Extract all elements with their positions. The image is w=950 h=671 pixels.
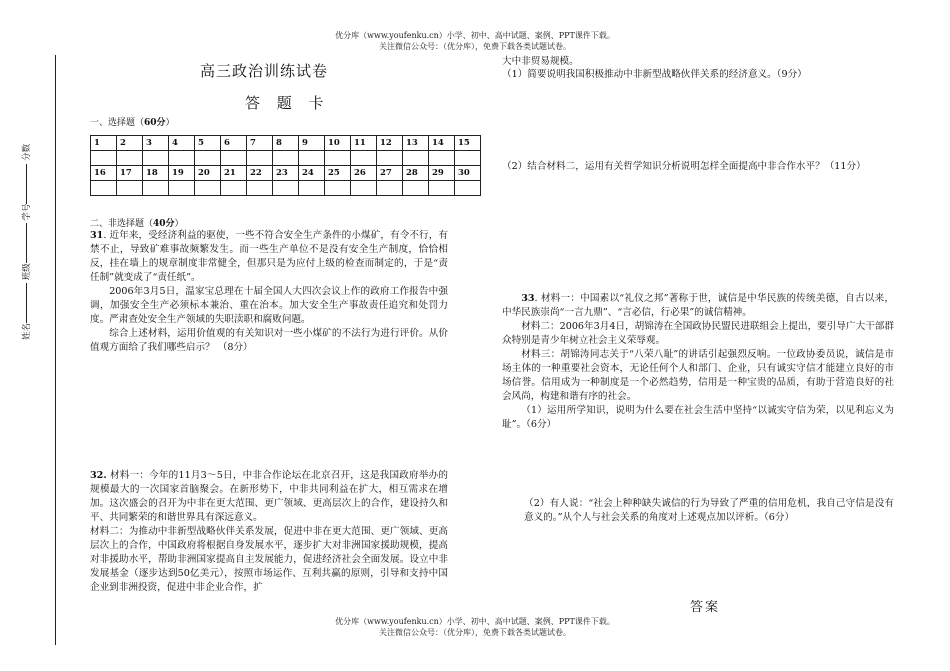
answer-cell[interactable] [117,151,143,166]
question-number-cell: 18 [143,166,169,181]
q32-number: 32. [90,470,107,481]
answer-cell[interactable] [455,151,481,166]
answer-cell[interactable] [455,181,481,196]
question-number-cell: 11 [351,136,377,151]
watermark-line2: 关注微信公众号：（优分库），免费下载各类试题试卷。 [379,42,571,51]
watermark-footer-line1: 优分库（www.youfenku.cn）小学、初中、高中试题、案例、PPT课件下载。 [335,617,615,626]
q31-para1: . 近年来，受经济利益的驱使，一些不符合安全生产条件的小煤矿，有令不行，有禁不止，导致矿难事故频繁发生。而一些生产单位不是没有安全生产制度，恰恰相反，挂在墙上的规章制度非常健全，但那只是为应付上级的检查而制定的，于是“责任制”就变成了“责任纸”。 [90,230,448,283]
answer-cell[interactable] [377,181,403,196]
question-number-cell: 7 [247,136,273,151]
answer-cell[interactable] [221,151,247,166]
q31-para2: 2006年3月5日，温家宝总理在十届全国人大四次会议上作的政府工作报告中强调，加强安全生产必须标本兼治、重在治本。加大安全生产事故责任追究和处罚力度。严肃查处安全生产领域的失职渎职和腐败问题。 [90,286,448,325]
answer-cell[interactable] [273,151,299,166]
q32-continued: 大中非贸易规模。 [502,56,579,67]
answer-cell[interactable] [247,181,273,196]
side-score-label: 分数 [22,143,32,161]
question-number-cell: 6 [221,136,247,151]
question-number-cell: 2 [117,136,143,151]
question-number-cell: 25 [325,166,351,181]
question-number-cell: 12 [377,136,403,151]
q33-number: 33 [521,293,535,304]
question-number-cell: 3 [143,136,169,151]
answer-cell[interactable] [169,181,195,196]
question-number-cell: 21 [221,166,247,181]
question-number-cell: 8 [273,136,299,151]
q31-para3: 综合上述材料，运用价值观的有关知识对一些小煤矿的不法行为进行评价。从价值观方面给了我们哪些启示？ （8分） [90,328,448,353]
grid-row-1-blank [91,151,481,166]
question-32 [90,469,448,595]
question-number-cell: 22 [247,166,273,181]
question-number-cell: 27 [377,166,403,181]
q32-sub2: （2）结合材料二，运用有关哲学知识分析说明怎样全面提高中非合作水平？（11分） [502,161,866,172]
answer-cell[interactable] [169,151,195,166]
question-number-cell: 19 [169,166,195,181]
question-number-cell: 9 [299,136,325,151]
question-number-cell: 29 [429,166,455,181]
question-number-cell: 16 [91,166,117,181]
question-33 [502,292,894,432]
q31-number: 31 [90,230,104,241]
question-number-cell: 23 [273,166,299,181]
answer-cell[interactable] [377,151,403,166]
watermark-line1: 优分库（www.youfenku.cn）小学、初中、高中试题、案例、PPT课件下载。 [335,31,615,40]
grid-row-1 [91,136,481,151]
question-number-cell: 14 [429,136,455,151]
q33-para2: 材料二：2006年3月4日，胡锦涛在全国政协民盟民进联组会上提出，要引导广大干部群众特别是青少年树立社会主义荣辱观。 [502,321,894,346]
side-number-label: 学号 [22,203,32,221]
section1-heading: 一、选择题（60分） [90,118,175,128]
side-class-label: 班级 [22,263,32,281]
answer-cell[interactable] [91,151,117,166]
section2-heading: 二、非选择题（40分） [90,219,184,229]
grid-row-2 [91,166,481,181]
question-number-cell: 28 [403,166,429,181]
answer-cell[interactable] [143,181,169,196]
answer-cell[interactable] [195,181,221,196]
question-number-cell: 13 [403,136,429,151]
watermark-footer [0,616,950,638]
answer-cell[interactable] [247,151,273,166]
answer-cell[interactable] [429,151,455,166]
answer-cell[interactable] [195,151,221,166]
answer-cell[interactable] [91,181,117,196]
question-number-cell: 24 [299,166,325,181]
q32-sub1: （1）简要说明我国积极推动中非新型战略伙伴关系的经济意义。（9分） [502,69,807,80]
answer-cell[interactable] [325,181,351,196]
question-number-cell: 26 [351,166,377,181]
watermark-footer-line2: 关注微信公众号：（优分库），免费下载各类试题试卷。 [379,628,571,637]
answer-cell[interactable] [143,151,169,166]
page-subtitle: 答 题 卡 [245,94,330,112]
question-number-cell: 10 [325,136,351,151]
grid-row-2-blank [91,181,481,196]
side-name-label: 姓名 [22,322,32,340]
answer-cell[interactable] [325,151,351,166]
answer-cell[interactable] [403,181,429,196]
question-number-cell: 30 [455,166,481,181]
q33-para3: 材料三：胡锦涛同志关于“八荣八耻”的讲话引起强烈反响。一位政协委员说，诚信是市场主体的一种重要社会资本，无论任何个人和部门、企业，只有诚实守信才能建立良好的市场信誉。信用成为一种制度是一个必然趋势，信用是一种宝贵的品质，有助于营造良好的社会风尚，构建和谐有序的社会。 [502,349,894,402]
q33-para1: . 材料一：中国素以“礼仪之邦”著称于世，诚信是中华民族的传统美德，自古以来，中华民族崇尚“一言九鼎”、“言必信，行必果”的诚信精神。 [502,293,894,318]
q32-para1: 材料一：今年的11月3～5日，中非合作论坛在北京召开，这是我国政府举办的规模最大的一次国家首脑聚会。在新形势下，中非共同利益在扩大，相互需求在增加。这次盛会的召开为中非在更大范围、更广领域、更高层次上的合作，建设持久和平、共同繁荣的和谐世界具有深远意义。 [90,470,448,523]
side-name-field[interactable] [20,144,32,340]
answer-cell[interactable] [403,151,429,166]
answer-cell[interactable] [299,151,325,166]
answer-cell[interactable] [299,181,325,196]
binding-line [55,55,56,645]
answer-heading: 答案 [690,600,721,615]
page-title: 高三政治训练试卷 [200,62,329,80]
question-number-cell: 4 [169,136,195,151]
answer-cell[interactable] [429,181,455,196]
answer-cell[interactable] [351,151,377,166]
question-number-cell: 20 [195,166,221,181]
answer-cell[interactable] [273,181,299,196]
question-number-cell: 15 [455,136,481,151]
q33-sub1: （1）运用所学知识，说明为什么要在社会生活中坚持“以诚实守信为荣，以见利忘义为耻”。（6分） [502,405,894,430]
answer-grid [90,135,481,196]
watermark-header [0,30,950,52]
answer-cell[interactable] [117,181,143,196]
question-number-cell: 5 [195,136,221,151]
answer-cell[interactable] [221,181,247,196]
question-number-cell: 1 [91,136,117,151]
question-number-cell: 17 [117,166,143,181]
answer-cell[interactable] [351,181,377,196]
q33-sub2: （2）有人说：“社会上种种缺失诚信的行为导致了严重的信用危机，我自己守信是没有意义的。”从个人与社会关系的角度对上述观点加以评析。（6分） [524,498,894,523]
question-31 [90,229,448,355]
q32-para2: 材料二：为推动中非新型战略伙伴关系发展，促进中非在更大范围、更广领域、更高层次上的合作，中国政府将根据自身发展水平，逐步扩大对非洲国家援助规模，提高对非援助水平，帮助非洲国家提高自主发展能力，促进经济社会全面发展。设立中非发展基金（逐步达到50亿美元），按照市场运作、互利共赢的原则，引导和支持中国企业到非洲投资，促进中非企业合作，扩 [90,526,448,593]
